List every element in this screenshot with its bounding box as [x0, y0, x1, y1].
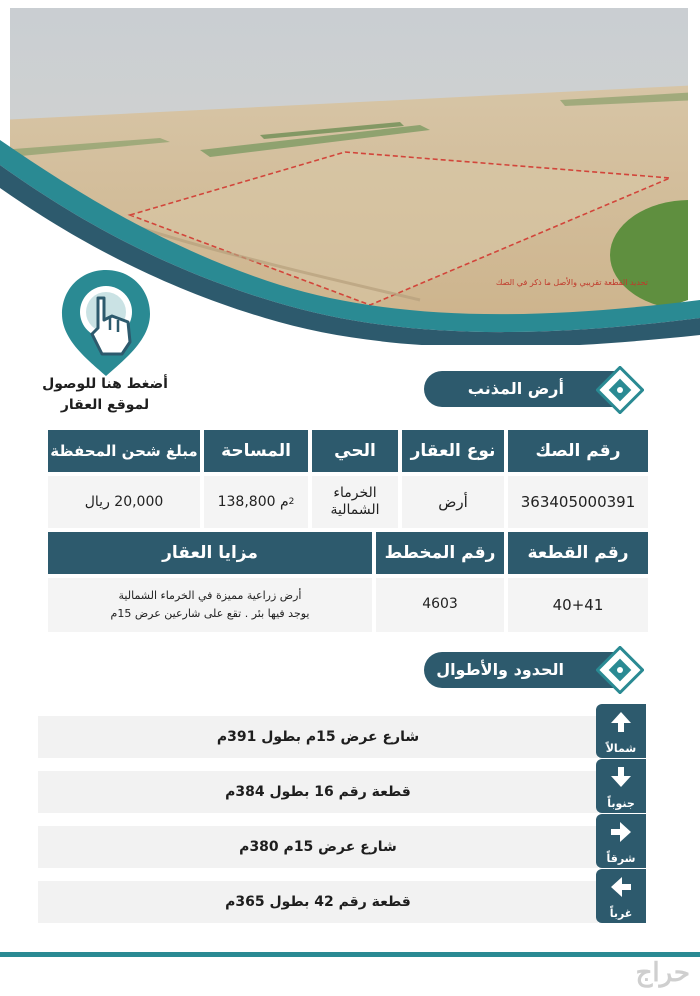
boundary-tag-east: [596, 814, 646, 868]
boundary-dir-west: غرباً: [609, 907, 633, 920]
boundary-row-east: [38, 826, 598, 868]
value-scheme: 4603: [376, 578, 504, 632]
value-area: [204, 476, 308, 528]
value-deed: 363405000391: [508, 476, 648, 528]
value-wallet: 20,000 ريال: [48, 476, 200, 528]
boundary-dir-south: جنوباً: [607, 797, 635, 810]
boundary-row-north: [38, 716, 598, 758]
boundaries-title: الحدود والأطوال: [436, 660, 564, 679]
location-link-line2: لموقع العقار: [60, 397, 150, 413]
value-district: [312, 476, 398, 528]
district-line1: الخرماء: [333, 485, 377, 501]
header-plot: رقم القطعة: [508, 532, 648, 574]
property-title-bar: [424, 371, 620, 407]
features-line2: يوجد فيها بئر . تقع على شارعين عرض 15م: [110, 607, 310, 620]
boundaries-title-bar: [424, 652, 620, 688]
arrow-down-icon: [609, 765, 633, 789]
boundary-tag-west: [596, 869, 646, 923]
arrow-left-icon: [609, 875, 633, 899]
boundary-tag-south: [596, 759, 646, 813]
location-pin-icon[interactable]: [58, 268, 158, 378]
boundary-tag-north: [596, 704, 646, 758]
boundary-row-west: [38, 881, 598, 923]
header-type: نوع العقار: [402, 430, 504, 472]
area-unit-sup: 2: [288, 497, 295, 507]
header-features: مزايا العقار: [48, 532, 372, 574]
location-link-line1: أضغط هنا للوصول: [42, 376, 168, 392]
header-scheme: رقم المخطط: [376, 532, 504, 574]
boundary-dir-north: شمالاً: [605, 742, 637, 755]
photo-disclaimer: تحديد القطعة تقريبي والأصل ما ذكر في الصك: [495, 278, 648, 287]
boundary-text-north: شارع عرض 15م بطول 391م: [216, 729, 420, 745]
area-number: 138,800: [217, 494, 276, 510]
property-title: أرض المذنب: [467, 379, 564, 398]
header-district: الحي: [312, 430, 398, 472]
ornament-icon: [596, 366, 644, 414]
features-line1: أرض زراعية مميزة في الخرماء الشمالية: [118, 589, 302, 602]
location-link[interactable]: [30, 374, 180, 416]
property-info-table: [48, 430, 648, 530]
arrow-up-icon: [609, 710, 633, 734]
area-unit: م: [279, 494, 289, 510]
value-plot: 40+41: [508, 578, 648, 632]
boundary-dir-east: شرقاً: [606, 852, 636, 865]
arrow-right-icon: [609, 820, 633, 844]
value-features: [48, 578, 372, 632]
brand-watermark: حراج: [635, 958, 690, 988]
boundary-text-south: قطعة رقم 16 بطول 384م: [225, 784, 411, 800]
header-wallet: مبلغ شحن المحفظة: [48, 430, 200, 472]
value-type: أرض: [402, 476, 504, 528]
district-line2: الشمالية: [330, 502, 380, 518]
ornament-icon: [596, 646, 644, 694]
boundary-text-west: قطعة رقم 42 بطول 365م: [225, 894, 411, 910]
header-deed: رقم الصك: [508, 430, 648, 472]
boundary-row-south: [38, 771, 598, 813]
plot-info-table: [48, 532, 648, 634]
header-area: المساحة: [204, 430, 308, 472]
boundary-text-east: شارع عرض 15م 380م: [239, 839, 397, 855]
